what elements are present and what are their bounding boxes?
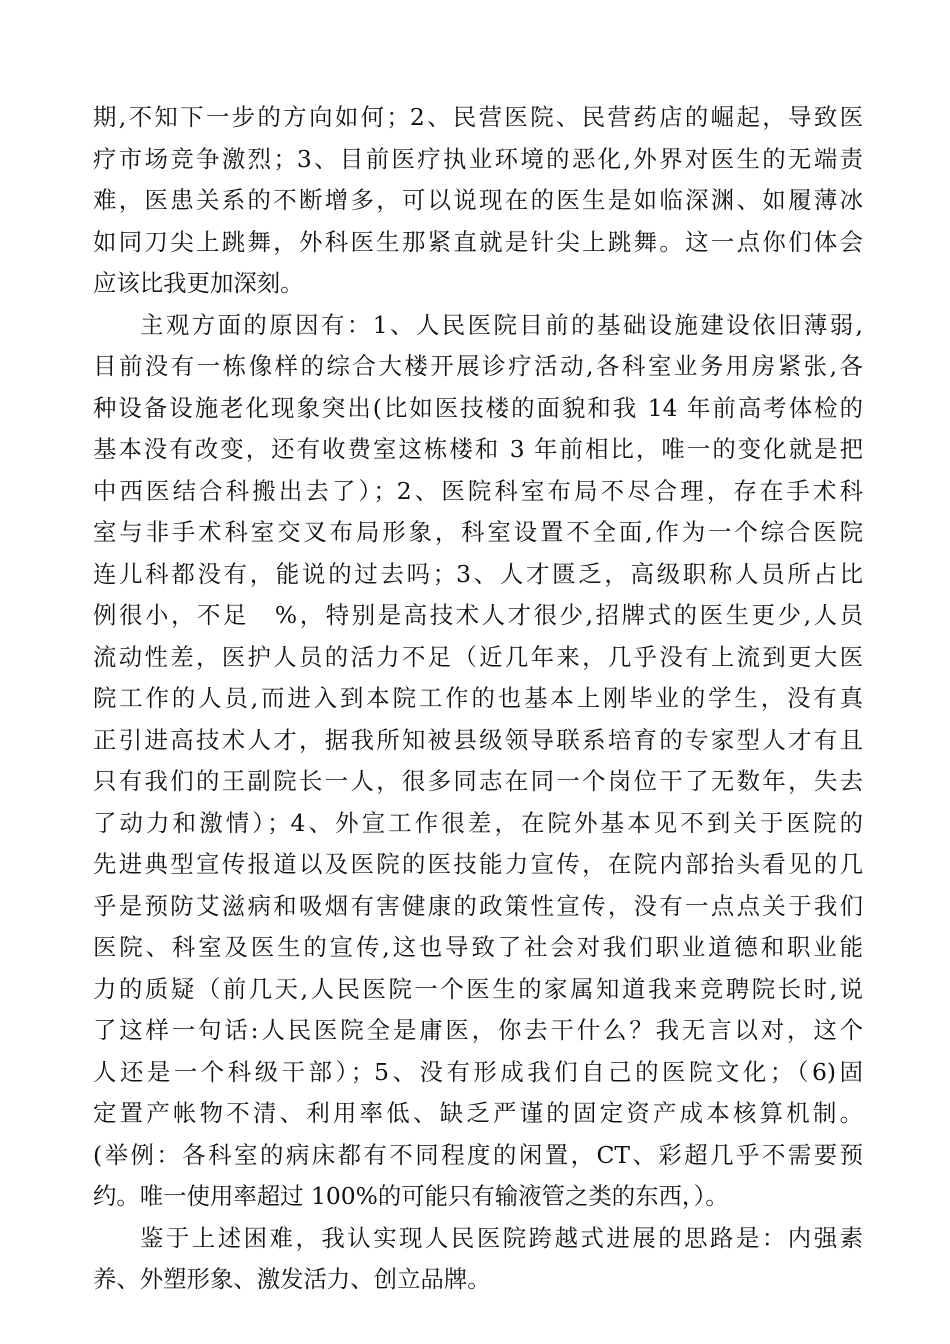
text-line: 乎是预防艾滋病和吸烟有害健康的政策性宣传，没有一点点关于我们: [93, 891, 863, 920]
text-line: 目前没有一栋像样的综合大楼开展诊疗活动,各科室业务用房紧张,各: [93, 352, 863, 380]
text-line: 人还是一个科级干部）；5、没有形成我们自己的医院文化；（6)固: [93, 1057, 863, 1086]
text-line: 连儿科都没有，能说的过去吗；3、人才匮乏，高级职称人员所占比: [93, 559, 863, 588]
text-line: 了这样一句话:人民医院全是庸医，你去干什么？我无言以对，这个: [93, 1016, 863, 1044]
text-line: 只有我们的王副院长一人，很多同志在同一个岗位干了无数年，失去: [93, 767, 863, 795]
text-line: 约。唯一使用率超过 100%的可能只有输液管之类的东西，）。: [93, 1182, 729, 1210]
paragraph-start-line: 鉴于上述困难，我认实现人民医院跨越式进展的思路是：内强素: [140, 1223, 863, 1252]
text-line: 基本没有改变，还有收费室这栋楼和 3 年前相比，唯一的变化就是把: [93, 435, 863, 463]
text-line: 种设备设施老化现象突出(比如医技楼的面貌和我 14 年前高考体检的: [93, 393, 863, 422]
text-line: 正引进高技术人才，据我所知被县级领导联系培育的专家型人才有且: [93, 725, 863, 754]
text-line: (举例：各科室的病床都有不同程度的闲置，CT、彩超几乎不需要预: [93, 1140, 863, 1169]
text-line: 室与非手术科室交叉布局形象，科室设置不全面,作为一个综合医院: [93, 518, 863, 546]
text-line: 难，医患关系的不断增多，可以说现在的医生是如临深渊、如履薄冰: [93, 186, 863, 214]
paragraph-start-line: 主观方面的原因有：1、人民医院目前的基础设施建设依旧薄弱,: [140, 310, 863, 339]
text-line: 流动性差，医护人员的活力不足（近几年来，几乎没有上流到更大医: [93, 642, 863, 671]
text-line: 例很小，不足 %，特别是高技术人才很少,招牌式的医生更少,人员: [93, 601, 863, 629]
text-line: 医院、科室及医生的宣传,这也导致了社会对我们职业道德和职业能: [93, 933, 863, 961]
text-line: 如同刀尖上跳舞，外科医生那紧直就是针尖上跳舞。这一点你们体会: [93, 227, 863, 256]
text-line: 力的质疑（前几天,人民医院一个医生的家属知道我来竞聘院长时,说: [93, 974, 863, 1003]
text-line: 养、外塑形象、激发活力、创立品牌。: [93, 1265, 491, 1293]
text-line: 期,不知下一步的方向如何；2、民营医院、民营药店的崛起，导致医: [93, 103, 863, 131]
text-line: 先进典型宣传报道以及医院的医技能力宣传，在院内部抬头看见的几: [93, 850, 863, 878]
text-line: 疗市场竞争激烈；3、目前医疗执业环境的恶化,外界对医生的无端责: [93, 144, 863, 173]
body-text: [93, 97, 863, 1301]
text-line: 定置产帐物不清、利用率低、缺乏严谨的固定资产成本核算机制。: [93, 1099, 863, 1127]
text-line: 中西医结合科搬出去了）；2、医院科室布局不尽合理，存在手术科: [93, 476, 863, 505]
text-line: 院工作的人员,而进入到本院工作的也基本上刚毕业的学生，没有真: [93, 684, 863, 712]
text-line: 了动力和激情）；4、外宣工作很差，在院外基本见不到关于医院的: [93, 808, 863, 837]
text-line: 应该比我更加深刻。: [93, 269, 304, 297]
